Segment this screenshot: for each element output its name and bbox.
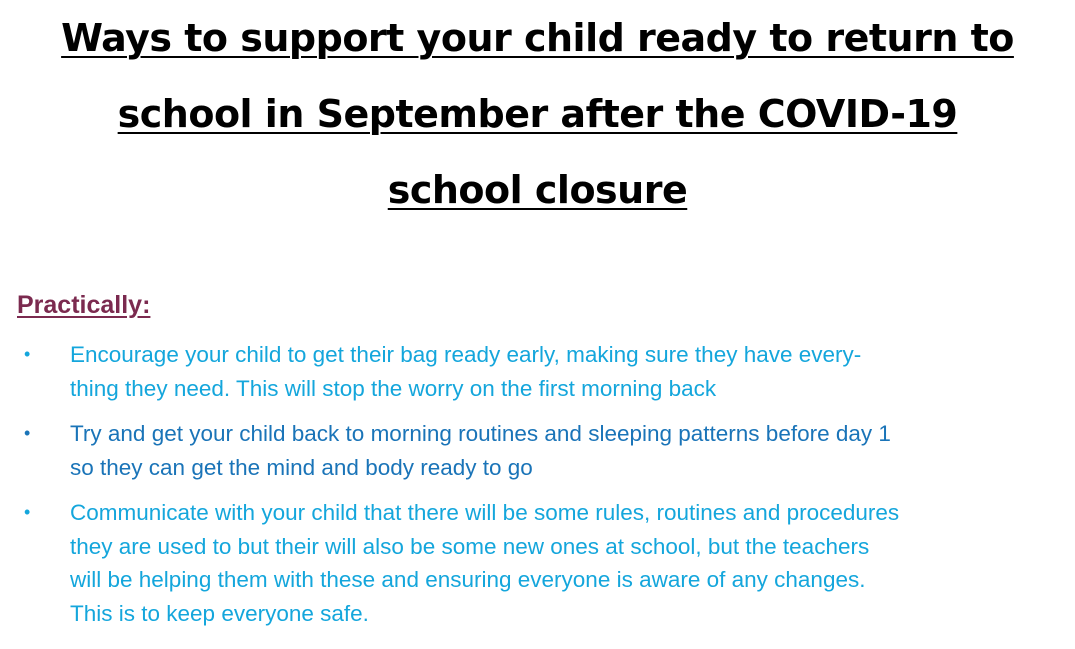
list-item bbox=[0, 496, 1075, 630]
bullet-icon: • bbox=[24, 423, 31, 443]
list-item-line: This is to keep everyone safe. bbox=[70, 600, 369, 626]
list-item-line: thing they need. This will stop the worry on the first morning back bbox=[70, 375, 717, 401]
list-item-line: they are used to but their will also be some new ones at school, but the teachers bbox=[70, 533, 870, 559]
list-item bbox=[0, 338, 1075, 405]
page-title-line: school in September after the COVID-19 bbox=[117, 92, 958, 136]
page-title-line: school closure bbox=[387, 168, 688, 212]
list-item-line: will be helping them with these and ensuring everyone is aware of any changes. bbox=[70, 567, 866, 592]
page-title-line: Ways to support your child ready to return to bbox=[61, 16, 1014, 60]
tips-list bbox=[0, 338, 1075, 642]
list-item bbox=[0, 417, 1075, 484]
page-title bbox=[0, 0, 1075, 228]
bullet-icon: • bbox=[24, 502, 31, 522]
section-heading: Practically: bbox=[17, 291, 151, 319]
list-item-line: so they can get the mind and body ready to go bbox=[70, 454, 533, 480]
list-item-line: Communicate with your child that there will be some rules, routines and procedures bbox=[70, 500, 900, 525]
bullet-icon: • bbox=[24, 344, 31, 364]
list-item-line: Try and get your child back to morning routines and sleeping patterns before day 1 bbox=[70, 421, 891, 446]
list-item-line: Encourage your child to get their bag ready early, making sure they have every- bbox=[70, 342, 862, 367]
